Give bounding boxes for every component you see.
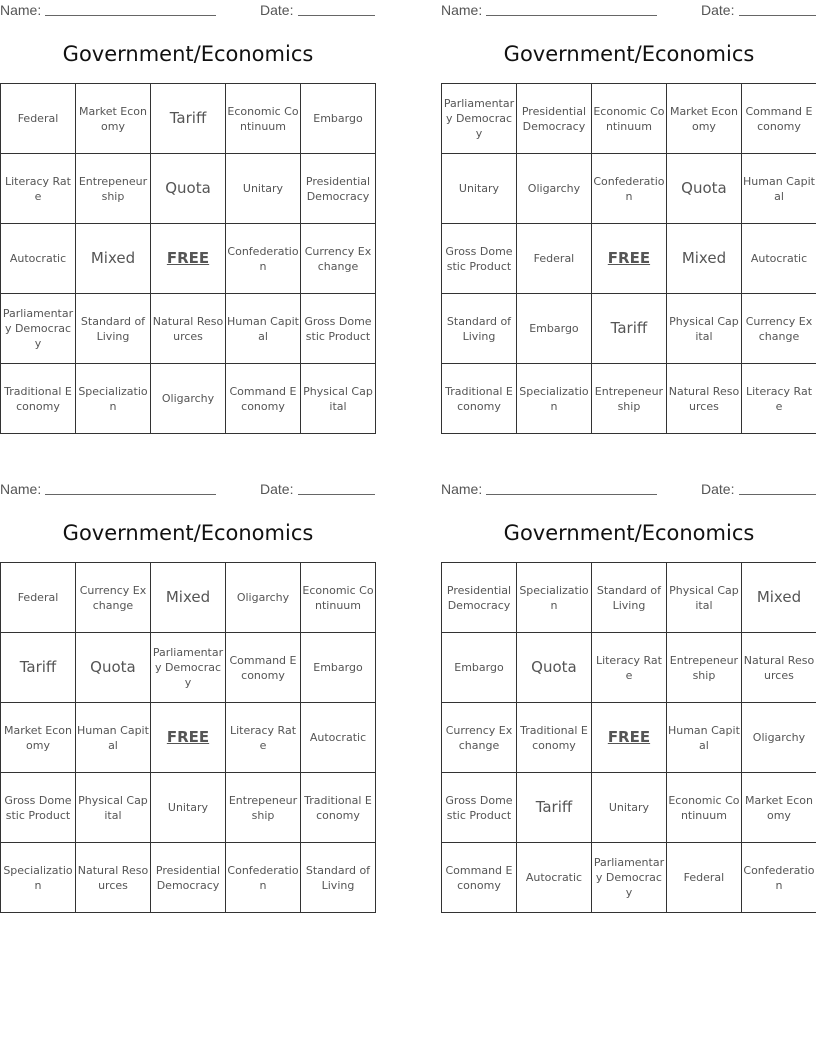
date-blank-line [298, 15, 375, 16]
bingo-cell: Command Economy [226, 364, 301, 434]
bingo-grid [441, 83, 816, 434]
bingo-cell: Autocratic [300, 703, 375, 773]
bingo-cell: Presidential Democracy [442, 563, 517, 633]
bingo-cell: Oligarchy [226, 563, 301, 633]
bingo-cell: Market Economy [741, 773, 816, 843]
bingo-cell: Gross Domestic Product [442, 224, 517, 294]
grid-row [442, 154, 816, 224]
bingo-cell: Standard of Living [75, 294, 150, 364]
bingo-cell: Quota [516, 633, 591, 703]
bingo-cell: Quota [151, 154, 226, 224]
bingo-cell: Market Economy [666, 84, 741, 154]
name-date-header [0, 479, 376, 499]
bingo-cell: Market Economy [75, 84, 150, 154]
bingo-cell: Mixed [666, 224, 741, 294]
bingo-cell: Parliamentary Democracy [150, 633, 225, 703]
bingo-cell: Natural Resources [151, 294, 226, 364]
bingo-cell: Economic Continuum [300, 563, 375, 633]
bingo-cell: Currency Exchange [300, 224, 375, 294]
grid-row [1, 563, 376, 633]
name-label: Name: [441, 481, 483, 497]
name-blank-line [45, 494, 216, 495]
bingo-cell: Embargo [300, 633, 375, 703]
grid-row [442, 563, 816, 633]
bingo-cell: Autocratic [1, 224, 76, 294]
bingo-cell: Command Economy [442, 843, 517, 913]
grid-row [442, 843, 816, 913]
bingo-cell: Quota [75, 633, 150, 703]
bingo-cell: Economic Continuum [226, 84, 301, 154]
name-label: Name: [441, 2, 483, 18]
bingo-cell: Oligarchy [741, 703, 816, 773]
card-title: Government/Economics [62, 521, 314, 545]
bingo-cell: Specialization [75, 364, 150, 434]
bingo-cell: Gross Domestic Product [442, 773, 517, 843]
free-space-cell: FREE [150, 703, 225, 773]
bingo-cell: Tariff [1, 633, 76, 703]
bingo-cell: Confederation [226, 843, 301, 913]
bingo-cell: Unitary [150, 773, 225, 843]
free-space-cell: FREE [151, 224, 226, 294]
free-space-cell: FREE [591, 224, 666, 294]
bingo-cell: Economic Continuum [666, 773, 741, 843]
bingo-cell: Traditional Economy [300, 773, 375, 843]
card-title: Government/Economics [503, 521, 755, 545]
grid-row [1, 154, 376, 224]
bingo-cell: Literacy Rate [226, 703, 301, 773]
date-label: Date: [260, 481, 294, 497]
bingo-cell: Human Capital [666, 703, 741, 773]
bingo-cell: Autocratic [741, 224, 816, 294]
date-label: Date: [701, 2, 735, 18]
bingo-cell: Embargo [442, 633, 517, 703]
bingo-cell: Human Capital [741, 154, 816, 224]
bingo-cell: Economic Continuum [591, 84, 666, 154]
grid-row [442, 773, 816, 843]
bingo-cell: Unitary [442, 154, 517, 224]
bingo-cell: Entrepeneurship [666, 633, 741, 703]
bingo-cell: Embargo [516, 294, 591, 364]
date-blank-line [298, 494, 375, 495]
bingo-cell: Specialization [1, 843, 76, 913]
card-title: Government/Economics [503, 42, 755, 66]
bingo-cell: Standard of Living [300, 843, 375, 913]
bingo-cell: Natural Resources [741, 633, 816, 703]
bingo-cell: Mixed [150, 563, 225, 633]
bingo-cell: Specialization [516, 364, 591, 434]
bingo-cell: Confederation [591, 154, 666, 224]
bingo-cell: Literacy Rate [741, 364, 816, 434]
grid-row [442, 224, 816, 294]
grid-row [1, 773, 376, 843]
card-title: Government/Economics [62, 42, 314, 66]
bingo-cell: Mixed [741, 563, 816, 633]
name-blank-line [486, 494, 657, 495]
bingo-cell: Currency Exchange [741, 294, 816, 364]
bingo-cell: Quota [666, 154, 741, 224]
bingo-cell: Natural Resources [75, 843, 150, 913]
bingo-grid [0, 83, 376, 434]
grid-row [442, 633, 816, 703]
name-date-header [441, 0, 816, 20]
bingo-cell: Unitary [226, 154, 301, 224]
bingo-grid [441, 562, 816, 913]
bingo-cell: Literacy Rate [591, 633, 666, 703]
bingo-cell: Gross Domestic Product [1, 773, 76, 843]
bingo-cell: Command Economy [226, 633, 301, 703]
grid-row [1, 294, 376, 364]
bingo-cell: Physical Capital [75, 773, 150, 843]
bingo-cell: Physical Capital [666, 563, 741, 633]
bingo-cell: Human Capital [226, 294, 301, 364]
grid-row [1, 843, 376, 913]
bingo-cell: Physical Capital [666, 294, 741, 364]
bingo-cell: Traditional Economy [442, 364, 517, 434]
bingo-cell: Tariff [591, 294, 666, 364]
bingo-cell: Tariff [151, 84, 226, 154]
bingo-cell: Parliamentary Democracy [591, 843, 666, 913]
bingo-cell: Autocratic [516, 843, 591, 913]
bingo-cell: Unitary [591, 773, 666, 843]
bingo-cell: Physical Capital [300, 364, 375, 434]
bingo-cell: Traditional Economy [1, 364, 76, 434]
bingo-cell: Embargo [300, 84, 375, 154]
bingo-cell: Literacy Rate [1, 154, 76, 224]
bingo-cell: Oligarchy [151, 364, 226, 434]
bingo-cell: Presidential Democracy [150, 843, 225, 913]
name-date-header [441, 479, 816, 499]
bingo-cell: Standard of Living [591, 563, 666, 633]
bingo-cell: Natural Resources [666, 364, 741, 434]
bingo-cell: Parliamentary Democracy [1, 294, 76, 364]
bingo-cell: Federal [516, 224, 591, 294]
grid-row [442, 364, 816, 434]
bingo-cell: Entrepeneurship [591, 364, 666, 434]
bingo-cell: Tariff [516, 773, 591, 843]
bingo-cell: Presidential Democracy [516, 84, 591, 154]
date-label: Date: [701, 481, 735, 497]
bingo-cell: Confederation [741, 843, 816, 913]
name-blank-line [486, 15, 657, 16]
bingo-cell: Specialization [516, 563, 591, 633]
name-label: Name: [0, 2, 42, 18]
bingo-cell: Entrepeneurship [226, 773, 301, 843]
bingo-cell: Parliamentary Democracy [442, 84, 517, 154]
bingo-cell: Federal [1, 563, 76, 633]
bingo-cell: Federal [1, 84, 76, 154]
grid-row [1, 364, 376, 434]
name-blank-line [45, 15, 216, 16]
bingo-cell: Mixed [75, 224, 150, 294]
date-blank-line [739, 15, 816, 16]
name-date-header [0, 0, 376, 20]
bingo-cell: Confederation [226, 224, 301, 294]
grid-row [442, 84, 816, 154]
bingo-cell: Currency Exchange [75, 563, 150, 633]
bingo-grid [0, 562, 376, 913]
date-label: Date: [260, 2, 294, 18]
name-label: Name: [0, 481, 42, 497]
bingo-cell: Entrepeneurship [75, 154, 150, 224]
grid-row [1, 224, 376, 294]
grid-row [1, 84, 376, 154]
bingo-cell: Presidential Democracy [300, 154, 375, 224]
bingo-cell: Market Economy [1, 703, 76, 773]
bingo-cell: Oligarchy [516, 154, 591, 224]
grid-row [442, 703, 816, 773]
bingo-cell: Command Economy [741, 84, 816, 154]
bingo-cell: Federal [666, 843, 741, 913]
bingo-cell: Currency Exchange [442, 703, 517, 773]
date-blank-line [739, 494, 816, 495]
bingo-cell: Gross Domestic Product [300, 294, 375, 364]
grid-row [442, 294, 816, 364]
grid-row [1, 633, 376, 703]
grid-row [1, 703, 376, 773]
bingo-cell: Standard of Living [442, 294, 517, 364]
bingo-cell: Human Capital [75, 703, 150, 773]
free-space-cell: FREE [591, 703, 666, 773]
bingo-cell: Traditional Economy [516, 703, 591, 773]
